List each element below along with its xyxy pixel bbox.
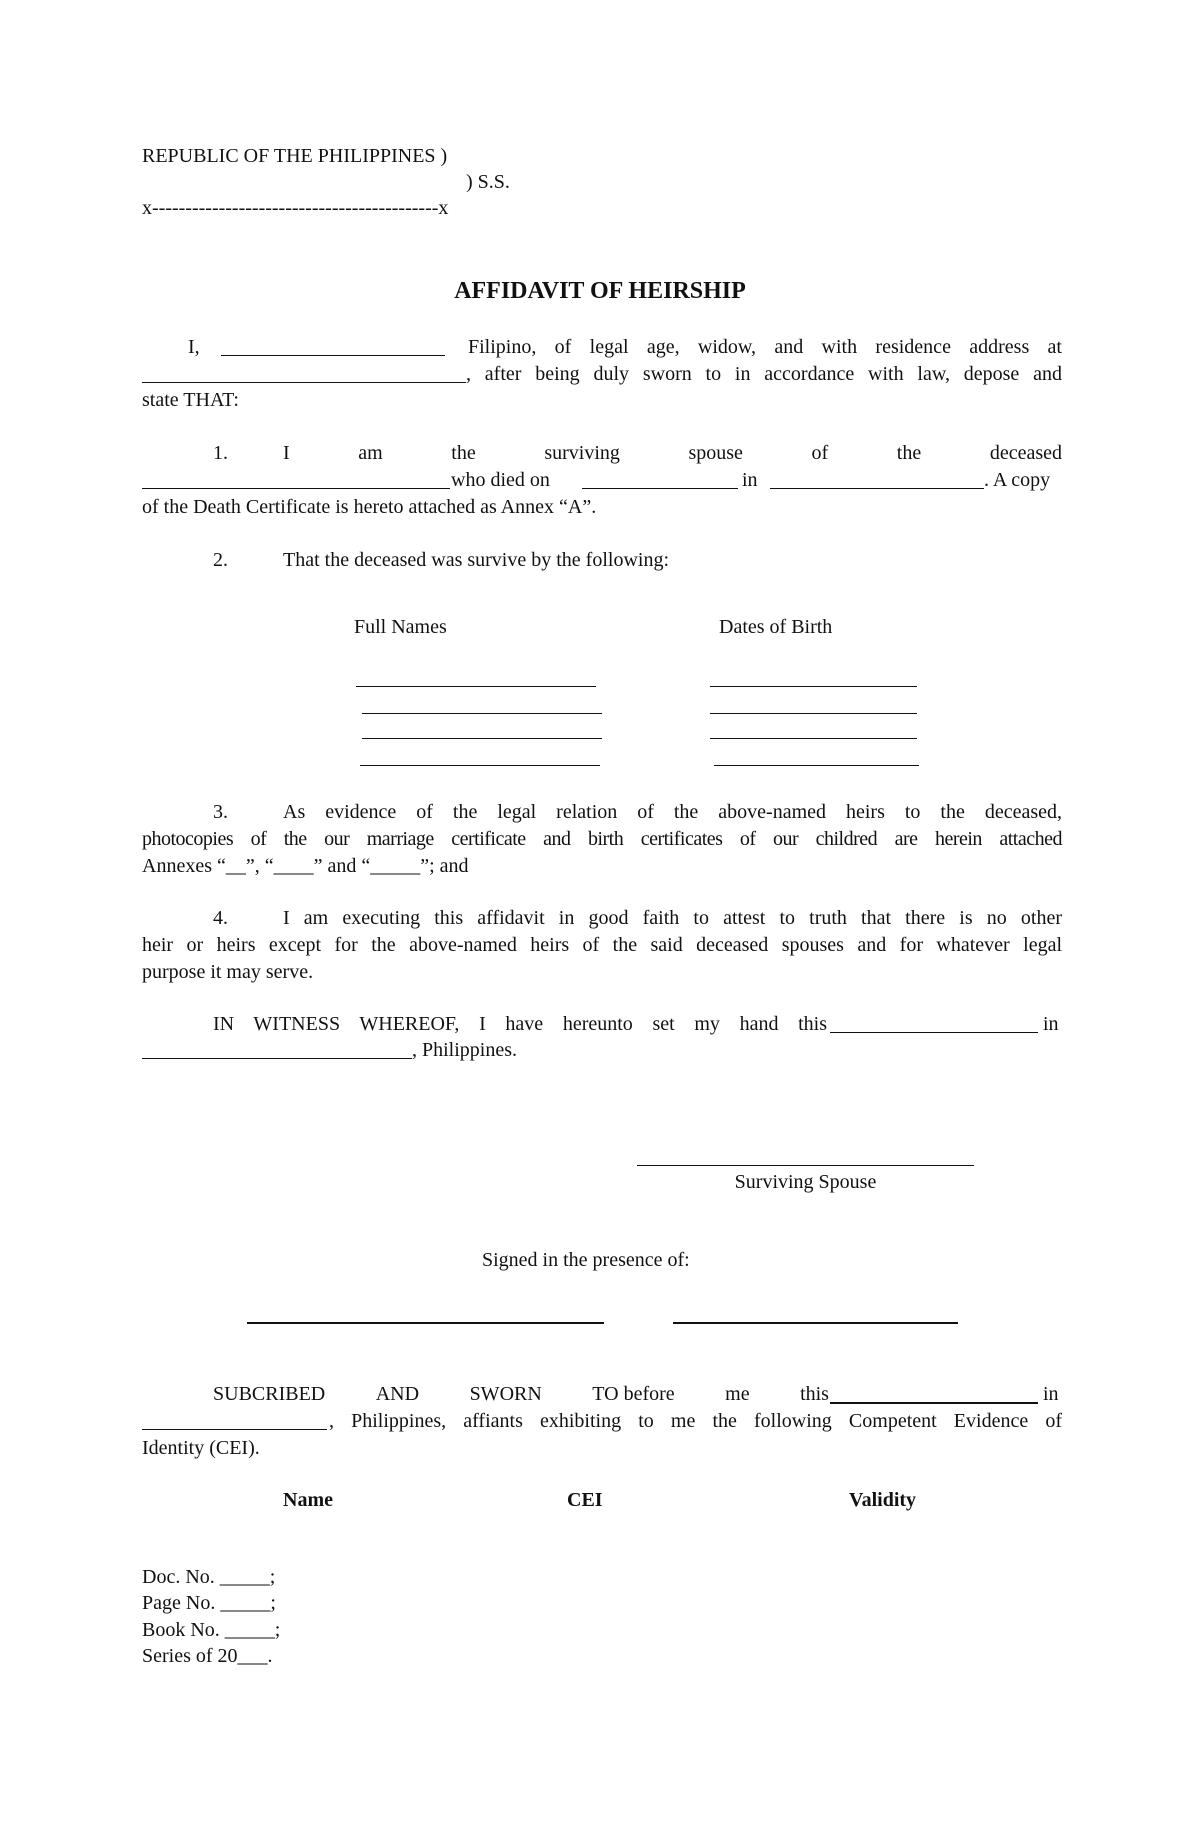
heirs-col-full-names: Full Names <box>354 616 447 638</box>
notary-page-no: Page No. _____; <box>142 1592 276 1614</box>
item1-a-copy: . A copy <box>984 469 1051 491</box>
heir-name-blank <box>356 686 596 687</box>
affiant-name-blank <box>221 355 445 356</box>
item1-line1 <box>283 443 1062 463</box>
item3-line1: As evidence of the legal relation of the above-named heirs to the deceased, <box>283 801 1062 823</box>
venue-divider: x-------------------------------------------x <box>142 197 449 219</box>
place-of-death-blank <box>770 488 984 489</box>
item4-line1: I am executing this affidavit in good faith to attest to truth that there is no other <box>283 907 1062 929</box>
date-of-death-blank <box>582 488 738 489</box>
item4-line2: heir or heirs except for the above-named heirs of the said deceased spouses and for whatever legal <box>142 934 1062 956</box>
cei-col-cei: CEI <box>567 1489 603 1511</box>
heir-dob-blank <box>710 686 917 687</box>
surviving-spouse-signature-line <box>637 1165 974 1166</box>
witness-in: in <box>1043 1013 1059 1035</box>
notary-book-no: Book No. _____; <box>142 1619 281 1641</box>
intro-line3: state THAT: <box>142 389 239 411</box>
item4-number: 4. <box>213 907 228 929</box>
subscribed-line2: , Philippines, affiants exhibiting to me the following Competent Evidence of <box>329 1410 1062 1432</box>
subscribed-line1 <box>213 1384 829 1404</box>
item1-in: in <box>742 469 758 491</box>
item1-word: spouse <box>688 442 743 464</box>
item1-word: surviving <box>544 442 620 464</box>
subscribed-in: in <box>1043 1383 1059 1405</box>
cei-col-validity: Validity <box>849 1489 917 1511</box>
venue-ss: ) S.S. <box>466 171 510 193</box>
subscribed-word: TO before <box>592 1383 675 1405</box>
witness-date-blank <box>830 1032 1038 1033</box>
notary-doc-no: Doc. No. _____; <box>142 1566 276 1588</box>
item1-word: deceased <box>989 442 1062 464</box>
item2-number: 2. <box>213 549 228 571</box>
item1-word: the <box>896 442 922 464</box>
subscribed-date-blank <box>830 1402 1038 1404</box>
item1-word: am <box>358 442 383 464</box>
item3-number: 3. <box>213 801 228 823</box>
intro-i: I, <box>188 336 200 358</box>
residence-address-blank <box>142 382 466 383</box>
presence-label: Signed in the presence of: <box>482 1249 690 1271</box>
item3-line3: Annexes “__”, “____” and “_____”; and <box>142 855 469 877</box>
witness-line1: IN WITNESS WHEREOF, I have hereunto set my hand this <box>213 1013 827 1035</box>
item1-word: I <box>283 442 290 464</box>
heir-dob-blank <box>710 738 917 739</box>
subscribed-word: SWORN <box>469 1383 542 1405</box>
item4-line3: purpose it may serve. <box>142 961 314 983</box>
heir-name-blank <box>362 713 602 714</box>
subscribed-word: this <box>800 1383 829 1405</box>
item1-word: of <box>811 442 829 464</box>
heir-dob-blank <box>714 765 919 766</box>
item3-line2: photocopies of the our marriage certificate and birth certificates of our childred are herein attached <box>142 828 1062 850</box>
cei-col-name: Name <box>283 1489 333 1511</box>
witness-place-blank <box>142 1058 412 1059</box>
item1-who-died-on: who died on <box>451 469 550 491</box>
subscribed-word: AND <box>375 1383 420 1405</box>
witness-line2: , Philippines. <box>412 1039 518 1061</box>
heirs-col-dates-of-birth: Dates of Birth <box>719 616 833 638</box>
intro-line1: Filipino, of legal age, widow, and with residence address at <box>468 336 1062 358</box>
subscribed-word: me <box>725 1383 750 1405</box>
heir-name-blank <box>362 738 602 739</box>
notary-series: Series of 20___. <box>142 1645 273 1667</box>
heir-name-blank <box>360 765 600 766</box>
item1-number: 1. <box>213 442 228 464</box>
document-title: AFFIDAVIT OF HEIRSHIP <box>454 278 746 304</box>
intro-line2: , after being duly sworn to in accordance with law, depose and <box>466 363 1062 385</box>
surviving-spouse-label: Surviving Spouse <box>734 1171 877 1193</box>
witness-signature-line <box>673 1322 958 1324</box>
item1-line3: of the Death Certificate is hereto attached as Annex “A”. <box>142 496 597 518</box>
witness-signature-line <box>247 1322 604 1324</box>
subscribed-word: SUBCRIBED <box>213 1383 326 1405</box>
item1-word: the <box>451 442 476 464</box>
heir-dob-blank <box>710 713 917 714</box>
item2-text: That the deceased was survive by the following: <box>283 549 669 571</box>
venue-republic: REPUBLIC OF THE PHILIPPINES ) <box>142 145 448 167</box>
subscribed-line3: Identity (CEI). <box>142 1437 260 1459</box>
deceased-name-blank <box>142 488 450 489</box>
subscribed-place-blank <box>142 1429 327 1430</box>
